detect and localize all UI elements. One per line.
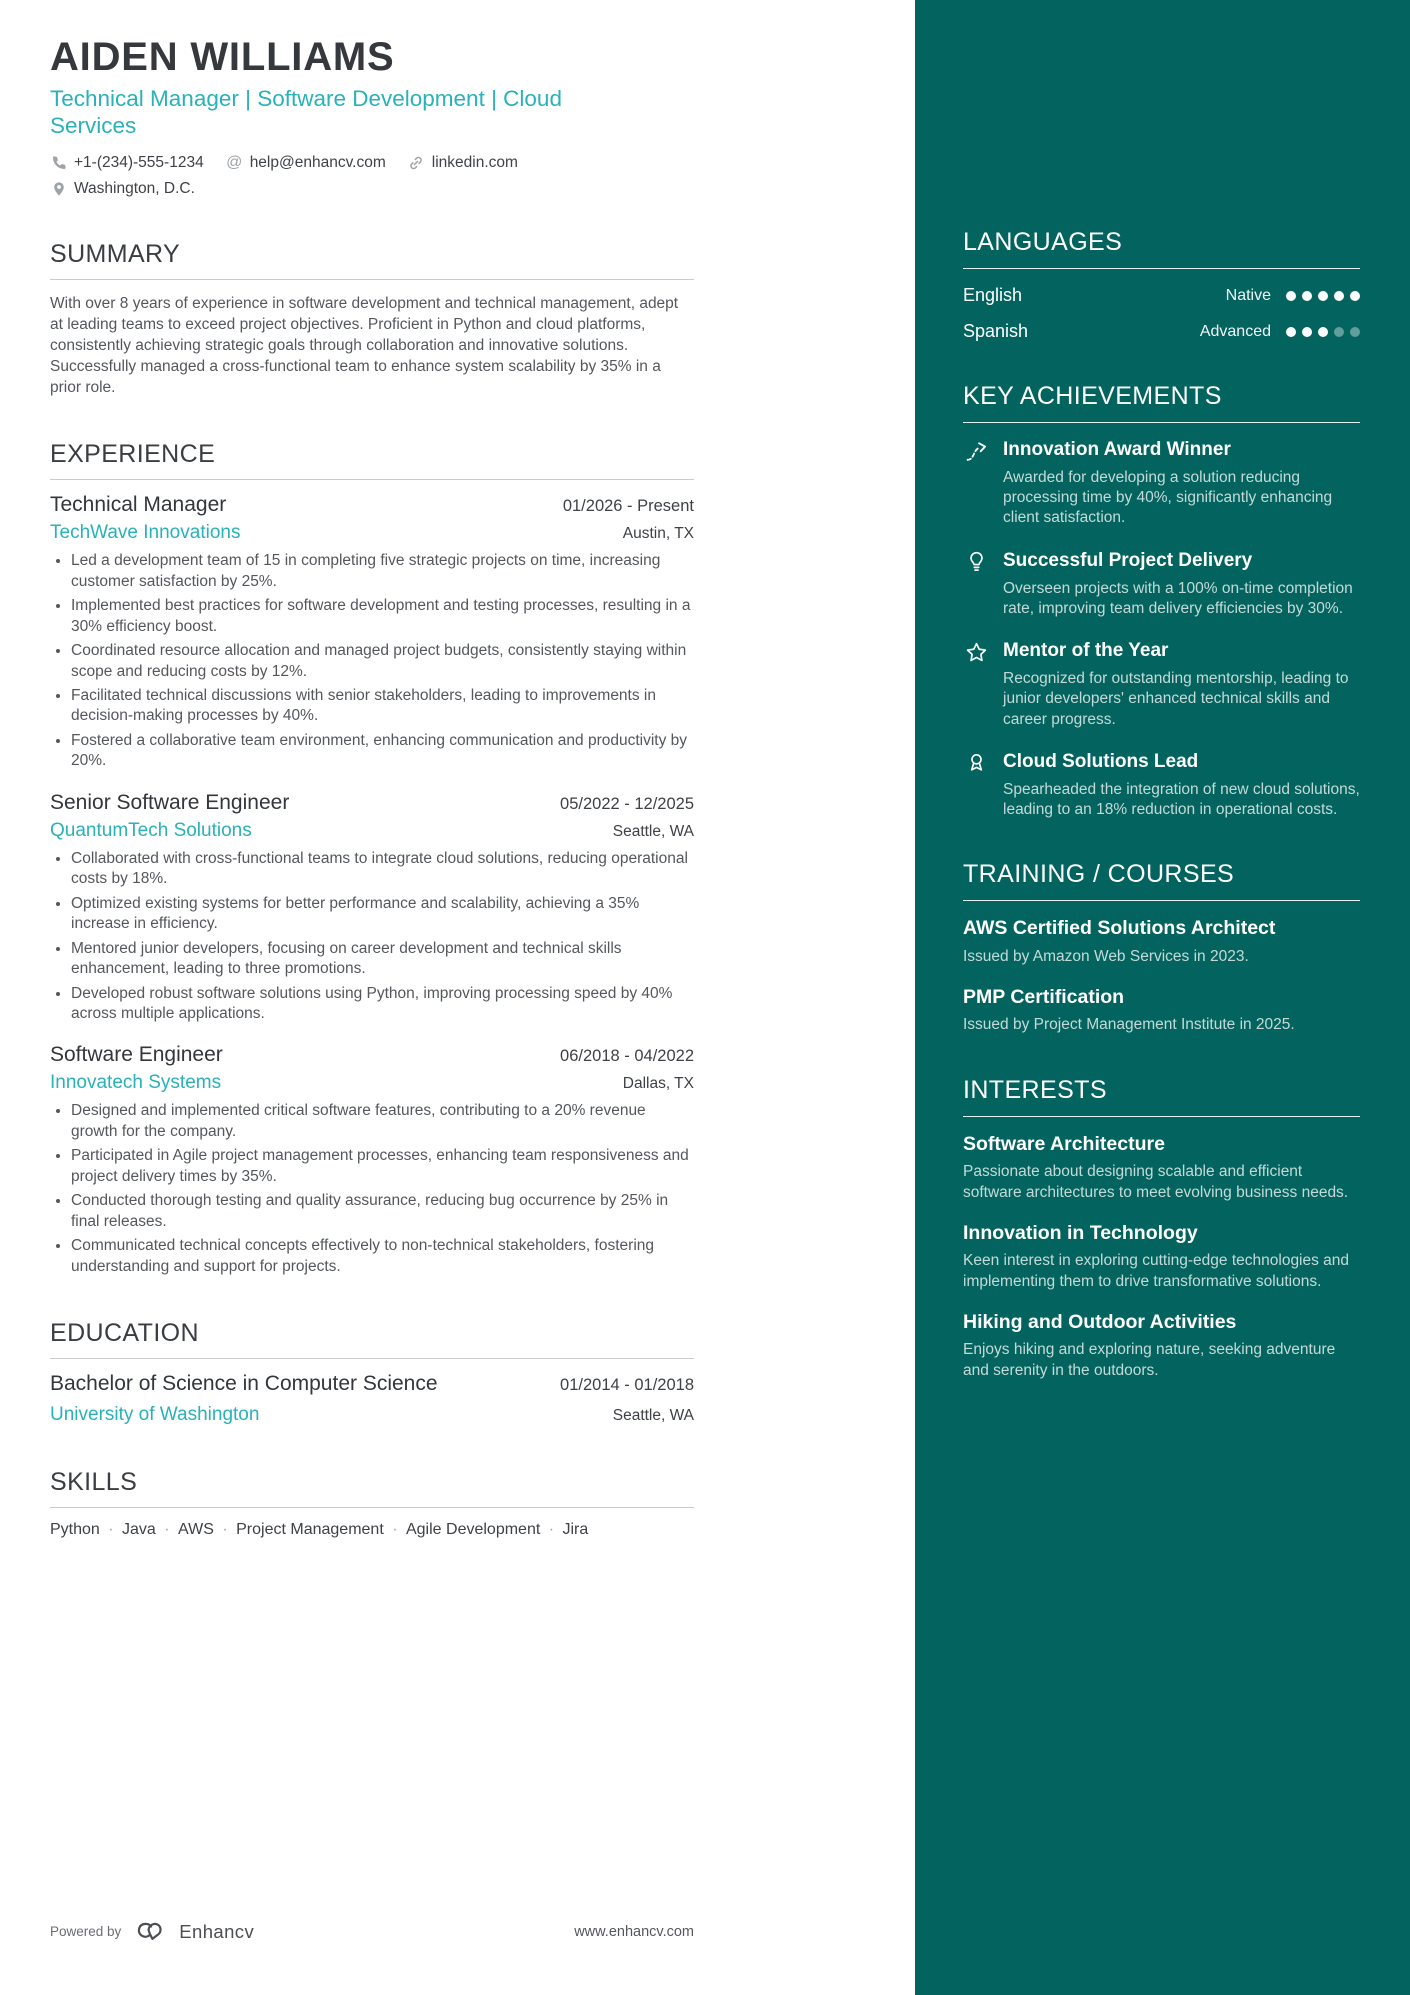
education-heading: EDUCATION xyxy=(50,1319,694,1359)
interest-title: Innovation in Technology xyxy=(963,1221,1198,1244)
course-item xyxy=(963,917,1360,967)
course-title: PMP Certification xyxy=(963,986,1125,1009)
lightbulb-icon xyxy=(963,550,989,619)
skills-heading: SKILLS xyxy=(50,1468,694,1508)
powered-by-label: Powered by xyxy=(50,1924,122,1939)
achievements-heading: KEY ACHIEVEMENTS xyxy=(963,382,1360,423)
company-name: TechWave Innovations xyxy=(50,522,241,544)
summary-heading: SUMMARY xyxy=(50,240,694,280)
medal-icon xyxy=(963,751,989,820)
achievement-text: Awarded for developing a solution reducing processing time by 40%, significantly enhancing client satisfaction. xyxy=(1003,468,1333,527)
course-text: Issued by Amazon Web Services in 2023. xyxy=(963,947,1249,965)
achievement-item xyxy=(963,439,1360,529)
contact-email[interactable] xyxy=(226,154,386,172)
contact-linkedin[interactable] xyxy=(408,154,518,172)
course-text: Issued by Project Management Institute in 2025. xyxy=(963,1016,1295,1034)
training-section xyxy=(963,860,1360,1035)
bullet: • Conducted thorough testing and quality assurance, reducing bug occurrence by 25% in final releases. xyxy=(71,1191,694,1232)
degree-title: Bachelor of Science in Computer Science xyxy=(50,1372,438,1396)
job-bullets xyxy=(50,1101,694,1277)
candidate-headline: Technical Manager | Software Development | Cloud Services xyxy=(50,86,562,139)
contact-location-text: Washington, D.C. xyxy=(74,179,195,197)
interest-item xyxy=(963,1311,1360,1381)
bullet: • Mentored junior developers, focusing on career development and technical skills enhancement, leading to three promotions. xyxy=(71,939,694,980)
achievement-item xyxy=(963,550,1360,619)
job-entry xyxy=(50,1043,694,1277)
achievement-text: Spearheaded the integration of new cloud solutions, leading to an 18% reduction in operational costs. xyxy=(1003,780,1360,819)
footer-site-link[interactable]: www.enhancv.com xyxy=(574,1923,694,1940)
skills-section xyxy=(50,1468,694,1539)
bullet: • Optimized existing systems for better performance and scalability, achieving a 35% increase in efficiency. xyxy=(71,894,694,935)
candidate-name: AIDEN WILLIAMS xyxy=(50,35,395,79)
bullet: • Facilitated technical discussions with senior stakeholders, leading to improvements in decision-making processes by 40%. xyxy=(71,686,694,727)
proficiency-dot xyxy=(1286,291,1296,301)
company-name: QuantumTech Solutions xyxy=(50,819,252,841)
language-proficiency-dots xyxy=(1286,291,1360,301)
contact-email-text: help@enhancv.com xyxy=(249,153,386,171)
education-section xyxy=(50,1319,694,1426)
proficiency-dot xyxy=(1334,327,1344,337)
languages-heading: LANGUAGES xyxy=(963,228,1360,269)
interests-heading: INTERESTS xyxy=(963,1076,1360,1117)
language-name: English xyxy=(963,285,1023,305)
location-pin-icon xyxy=(50,181,67,197)
education-location: Seattle, WA xyxy=(612,1407,694,1425)
bullet: • Designed and implemented critical software features, contributing to a 20% revenue growth for the company. xyxy=(71,1101,694,1142)
training-heading: TRAINING / COURSES xyxy=(963,860,1360,901)
interest-title: Software Architecture xyxy=(963,1132,1165,1155)
skills-list xyxy=(50,1521,694,1539)
achievement-item xyxy=(963,640,1360,730)
interest-text: Keen interest in exploring cutting-edge technologies and implementing them to drive transformative solutions. xyxy=(963,1252,1350,1290)
proficiency-dot xyxy=(1350,291,1360,301)
achievement-item xyxy=(963,751,1360,820)
enhancv-wordmark[interactable]: Enhancv xyxy=(179,1920,255,1942)
achievement-text: Recognized for outstanding mentorship, leading to junior developers' enhanced technical skills and career progress. xyxy=(1003,670,1349,728)
job-bullets xyxy=(50,551,694,772)
course-item xyxy=(963,986,1360,1036)
experience-section xyxy=(50,440,694,1277)
language-name: Spanish xyxy=(963,321,1029,341)
skill-item: AWS · xyxy=(178,1521,236,1538)
interest-item xyxy=(963,1133,1360,1203)
achievement-title: Cloud Solutions Lead xyxy=(1003,750,1199,772)
job-entry xyxy=(50,791,694,1025)
skill-item: Python · xyxy=(50,1521,122,1538)
skill-item: Project Management · xyxy=(236,1521,406,1538)
achievements-section xyxy=(963,382,1360,820)
bullet: • Developed robust software solutions using Python, improving processing speed by 40% across multiple applications. xyxy=(71,984,694,1025)
job-dates: 01/2026 - Present xyxy=(562,497,694,516)
main-column xyxy=(50,0,694,1539)
proficiency-dot xyxy=(1350,327,1360,337)
job-title: Senior Software Engineer xyxy=(50,790,290,814)
job-location: Austin, TX xyxy=(622,525,694,543)
bullet: • Implemented best practices for software development and testing processes, resulting in a 30% efficiency boost. xyxy=(71,596,694,637)
proficiency-dot xyxy=(1334,291,1344,301)
proficiency-dot xyxy=(1318,327,1328,337)
job-dates: 06/2018 - 04/2022 xyxy=(560,1047,694,1066)
contact-row xyxy=(50,154,610,198)
contact-linkedin-text: linkedin.com xyxy=(431,153,518,171)
sidebar xyxy=(915,0,1410,1995)
interest-item xyxy=(963,1222,1360,1292)
job-location: Dallas, TX xyxy=(622,1075,694,1093)
skill-item: Agile Development · xyxy=(406,1521,563,1538)
job-title: Technical Manager xyxy=(50,493,227,517)
summary-section xyxy=(50,240,694,398)
job-title: Software Engineer xyxy=(50,1043,223,1067)
bullet: • Collaborated with cross-functional teams to integrate cloud solutions, reducing operational costs by 18%. xyxy=(71,849,694,890)
link-icon xyxy=(408,155,425,171)
achievement-title: Innovation Award Winner xyxy=(1003,439,1231,460)
phone-icon xyxy=(50,155,67,171)
language-level: Advanced xyxy=(1199,322,1271,340)
skill-item: Jira xyxy=(562,1521,589,1539)
company-name: Innovatech Systems xyxy=(50,1072,222,1094)
job-dates: 05/2022 - 12/2025 xyxy=(560,794,694,813)
bullet: • Coordinated resource allocation and managed project budgets, consistently staying within scope and reducing costs by 12%. xyxy=(71,641,694,682)
bullet: • Fostered a collaborative team environment, enhancing communication and productivity by 20%. xyxy=(71,731,694,772)
interests-section xyxy=(963,1076,1360,1381)
bullet: • Participated in Agile project management processes, enhancing team responsiveness and project delivery times by 35%. xyxy=(71,1146,694,1187)
language-row xyxy=(963,285,1360,306)
achievement-text: Overseen projects with a 100% on-time completion rate, improving team delivery efficiencies by 30%. xyxy=(1003,579,1353,617)
proficiency-dot xyxy=(1318,291,1328,301)
skill-item: Java · xyxy=(122,1521,178,1538)
star-icon xyxy=(963,640,989,730)
experience-heading: EXPERIENCE xyxy=(50,440,694,480)
interest-text: Enjoys hiking and exploring nature, seeking adventure and serenity in the outdoors. xyxy=(963,1341,1336,1379)
achievement-title: Successful Project Delivery xyxy=(1003,549,1253,571)
proficiency-dot xyxy=(1302,327,1312,337)
course-title: AWS Certified Solutions Architect xyxy=(963,917,1276,940)
job-bullets xyxy=(50,849,694,1025)
achievement-title: Mentor of the Year xyxy=(1003,640,1169,662)
proficiency-dot xyxy=(1302,291,1312,301)
contact-phone-text: +1-(234)-555-1234 xyxy=(74,153,204,171)
job-location: Seattle, WA xyxy=(612,822,694,840)
job-entry xyxy=(50,493,694,772)
summary-text: With over 8 years of experience in software development and technical management, adept at leading teams to exceed project objectives. Proficient in Python and cloud platforms, consistently achieving strategic goals through collaboration and innovative solutions. Successfully managed a cross-functional team to enhance system scalability by 35% in a prior role. xyxy=(50,294,679,397)
route-arrow-icon xyxy=(963,439,989,529)
proficiency-dot xyxy=(1286,327,1296,337)
languages-section xyxy=(963,228,1360,342)
footer xyxy=(50,1920,694,1943)
contact-location xyxy=(50,180,195,198)
bullet: • Led a development team of 15 in completing five strategic projects on time, increasing customer satisfaction by 25%. xyxy=(71,551,694,592)
education-dates: 01/2014 - 01/2018 xyxy=(560,1376,694,1395)
language-proficiency-dots xyxy=(1286,327,1360,337)
language-row xyxy=(963,321,1360,342)
enhancv-logo-icon[interactable] xyxy=(134,1920,166,1943)
contact-phone xyxy=(50,154,204,172)
interest-text: Passionate about designing scalable and efficient software architectures to meet evolving business needs. xyxy=(963,1163,1349,1201)
university-name: University of Washington xyxy=(50,1404,260,1426)
language-level: Native xyxy=(1225,286,1271,304)
at-icon: @ xyxy=(226,153,243,171)
interest-title: Hiking and Outdoor Activities xyxy=(963,1310,1237,1333)
bullet: • Communicated technical concepts effectively to non-technical stakeholders, fostering understanding and support for projects. xyxy=(71,1236,694,1277)
powered-by xyxy=(50,1920,254,1943)
